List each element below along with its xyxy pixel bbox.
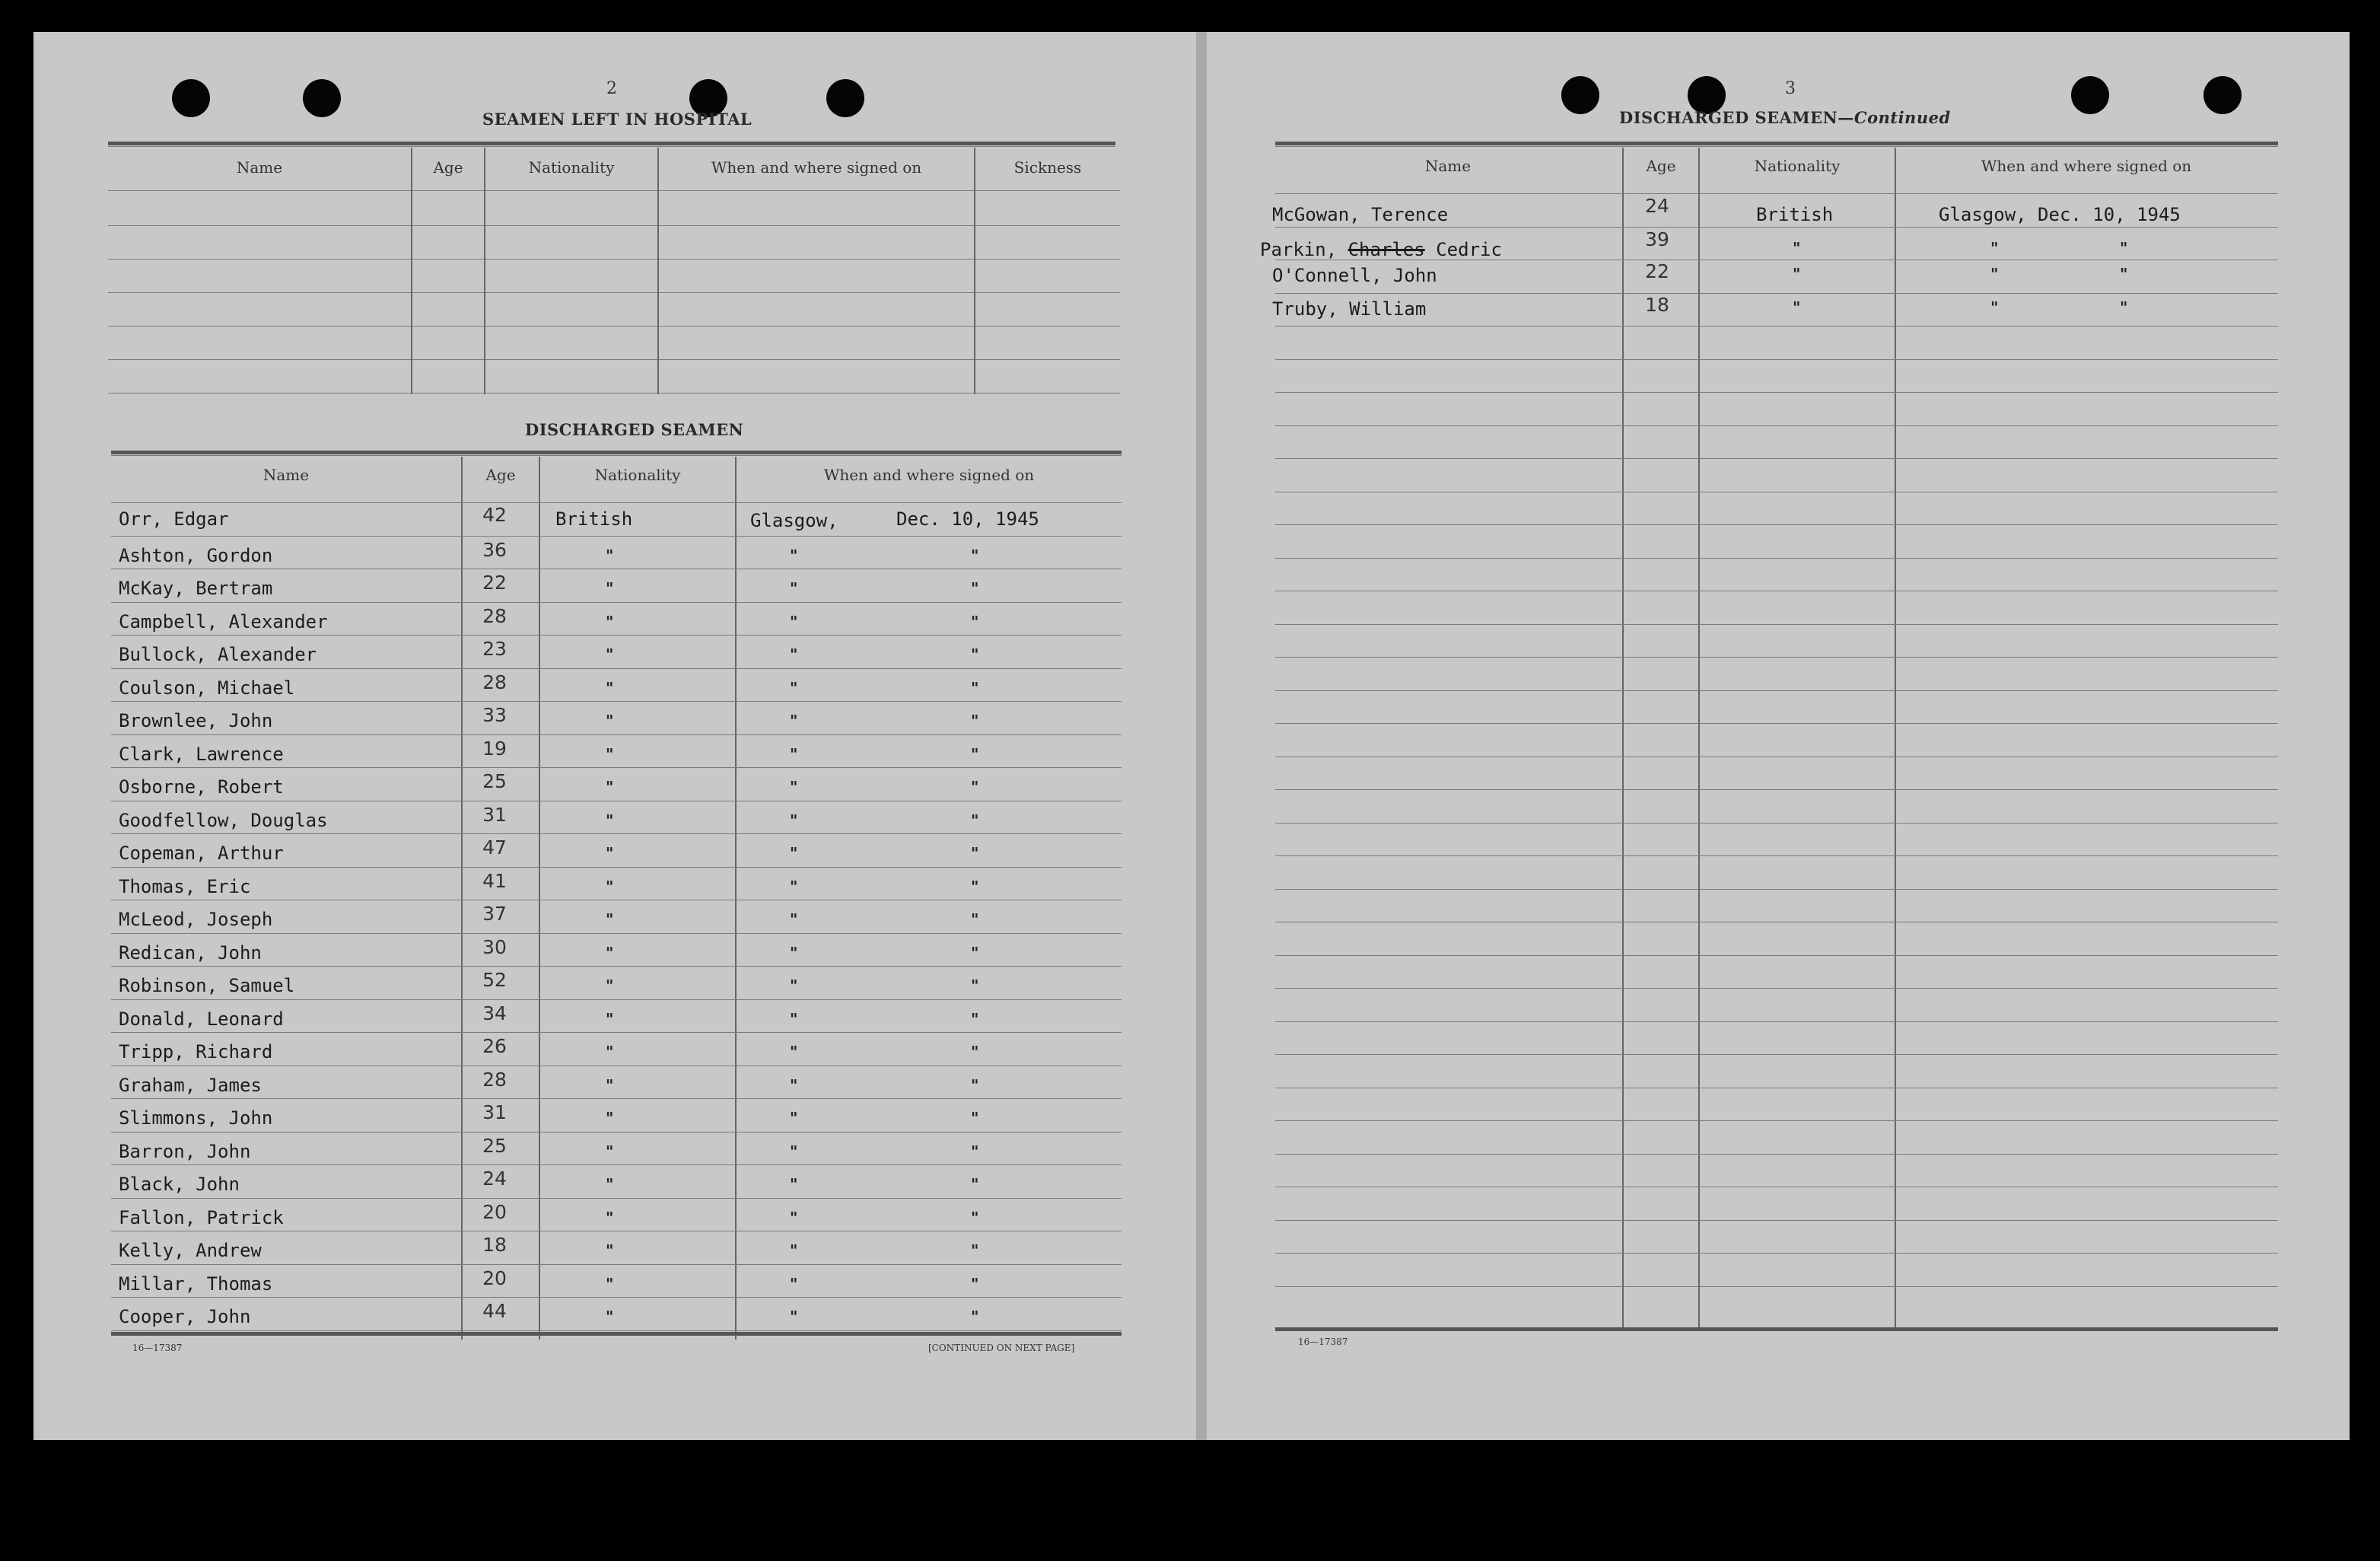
table-rule — [1275, 1054, 2278, 1055]
ditto-mark: " — [606, 579, 614, 597]
ditto-mark: " — [1990, 239, 1999, 257]
title-main: DISCHARGED SEAMEN — [1619, 108, 1838, 127]
table-rule — [111, 1132, 1122, 1133]
seaman-age: 33 — [482, 704, 507, 726]
page-fold — [1196, 32, 1207, 1440]
column-rule — [1895, 148, 1896, 1327]
ditto-mark: " — [606, 1175, 614, 1193]
seaman-age: 31 — [482, 804, 507, 826]
ditto-mark: " — [971, 976, 979, 995]
ditto-mark: " — [606, 1241, 614, 1260]
table-rule — [108, 259, 1120, 260]
column-header: Nationality — [1754, 157, 1841, 175]
ditto-mark: " — [606, 679, 614, 697]
table-rule — [1275, 823, 2278, 824]
table-rule — [1275, 690, 2278, 691]
seaman-age: 24 — [482, 1168, 507, 1190]
seaman-age: 20 — [482, 1267, 507, 1289]
column-rule — [411, 148, 412, 394]
ditto-mark: " — [1793, 265, 1801, 283]
ditto-mark: " — [606, 811, 614, 830]
seaman-age: 36 — [482, 539, 507, 561]
seaman-age: 42 — [482, 504, 507, 526]
ditto-mark: " — [606, 1275, 614, 1293]
table-rule — [111, 455, 1122, 456]
ditto-mark: " — [606, 645, 614, 664]
seaman-name: McLeod, Joseph — [119, 909, 273, 930]
ditto-mark: " — [971, 1175, 979, 1193]
seaman-name: Fallon, Patrick — [119, 1207, 284, 1228]
ditto-mark: " — [971, 613, 979, 631]
ditto-mark: " — [790, 976, 798, 995]
table-rule — [1275, 855, 2278, 856]
ditto-mark: " — [1990, 265, 1999, 283]
title-suffix: —Continued — [1838, 108, 1951, 127]
ditto-mark: " — [971, 910, 979, 929]
table-rule — [1275, 392, 2278, 393]
table-rule — [108, 142, 1115, 145]
table-rule — [111, 502, 1122, 503]
seaman-nationality: British — [555, 508, 633, 530]
ditto-mark: " — [790, 613, 798, 631]
seaman-name: Kelly, Andrew — [119, 1240, 262, 1261]
ditto-mark: " — [971, 745, 979, 763]
table-rule — [111, 451, 1122, 454]
ditto-mark: " — [606, 1308, 614, 1326]
column-header: When and where signed on — [711, 158, 922, 177]
seaman-age: 31 — [482, 1101, 507, 1123]
discharged-continued-title — [1619, 108, 1951, 127]
column-header: Nationality — [528, 158, 615, 177]
column-rule — [974, 148, 975, 394]
seaman-name: Truby, William — [1272, 298, 1427, 320]
table-rule — [1275, 524, 2278, 525]
column-header: Nationality — [594, 466, 681, 484]
table-rule — [1275, 1220, 2278, 1221]
ditto-mark: " — [606, 1109, 614, 1127]
table-rule — [1275, 657, 2278, 658]
ditto-mark: " — [606, 944, 614, 962]
seaman-name: Osborne, Robert — [119, 776, 284, 798]
ditto-mark: " — [790, 944, 798, 962]
column-header: Age — [433, 158, 463, 177]
ditto-mark: " — [971, 1275, 979, 1293]
seaman-name: Millar, Thomas — [119, 1273, 273, 1295]
seaman-name: Clark, Lawrence — [119, 744, 284, 765]
signed-on-place: Glasgow, — [750, 510, 838, 531]
seaman-age: 24 — [1645, 195, 1669, 217]
ditto-mark: " — [790, 1275, 798, 1293]
table-rule — [1275, 146, 2278, 147]
seaman-age: 18 — [482, 1234, 507, 1256]
table-rule — [1275, 1327, 2278, 1331]
seaman-age: 41 — [482, 870, 507, 892]
seaman-name: McGowan, Terence — [1272, 204, 1449, 225]
ditto-mark: " — [606, 1043, 614, 1061]
table-rule — [1275, 1154, 2278, 1155]
column-rule — [1698, 148, 1700, 1327]
page-number: 3 — [1785, 79, 1796, 98]
table-rule — [1275, 558, 2278, 559]
table-rule — [111, 833, 1122, 834]
punch-hole — [2071, 76, 2109, 114]
table-rule — [1275, 193, 2278, 194]
seaman-name: Barron, John — [119, 1141, 251, 1162]
ditto-mark: " — [790, 1308, 798, 1326]
table-rule — [111, 635, 1122, 636]
table-rule — [111, 933, 1122, 934]
column-rule — [1622, 148, 1624, 1327]
column-rule — [484, 148, 485, 394]
seaman-age: 30 — [482, 936, 507, 958]
ditto-mark: " — [606, 976, 614, 995]
ditto-mark: " — [790, 1076, 798, 1094]
form-number: 16—17387 — [1298, 1336, 1348, 1347]
table-rule — [111, 1032, 1122, 1033]
table-rule — [111, 1098, 1122, 1099]
ditto-mark: " — [606, 1142, 614, 1161]
seaman-age: 47 — [482, 836, 507, 859]
ditto-mark: " — [971, 645, 979, 664]
seaman-age: 44 — [482, 1300, 507, 1322]
table-rule — [111, 1264, 1122, 1265]
column-header: Age — [485, 466, 516, 484]
column-header: Name — [262, 466, 310, 484]
ditto-mark: " — [606, 546, 614, 565]
ditto-mark: " — [606, 778, 614, 796]
table-rule — [1275, 227, 2278, 228]
seaman-age: 34 — [482, 1002, 507, 1024]
left-page — [33, 32, 1204, 1440]
ditto-mark: " — [606, 745, 614, 763]
seaman-age: 22 — [1645, 260, 1669, 282]
punch-hole — [1561, 76, 1599, 114]
table-rule — [111, 999, 1122, 1000]
table-rule — [108, 146, 1115, 147]
ditto-mark: " — [1793, 239, 1801, 257]
ditto-mark: " — [606, 712, 614, 730]
ditto-mark: " — [606, 1010, 614, 1028]
table-rule — [111, 767, 1122, 768]
ditto-mark: " — [790, 811, 798, 830]
column-rule — [735, 457, 737, 1340]
continued-note: [CONTINUED ON NEXT PAGE] — [928, 1343, 1075, 1353]
ditto-mark: " — [790, 1043, 798, 1061]
ditto-mark: " — [971, 579, 979, 597]
ditto-mark: " — [971, 1142, 979, 1161]
hospital-title: SEAMEN LEFT IN HOSPITAL — [482, 110, 752, 129]
seaman-name: Graham, James — [119, 1075, 262, 1096]
table-rule — [108, 359, 1120, 360]
ditto-mark: " — [790, 778, 798, 796]
ditto-mark: " — [606, 1209, 614, 1227]
table-rule — [1275, 889, 2278, 890]
column-header: When and where signed on — [823, 466, 1035, 484]
table-rule — [111, 1330, 1122, 1331]
ditto-mark: " — [606, 878, 614, 896]
column-rule — [539, 457, 540, 1340]
seaman-name: Robinson, Samuel — [119, 975, 295, 996]
form-number: 16—17387 — [132, 1343, 183, 1353]
ditto-mark: " — [790, 844, 798, 862]
ditto-mark: " — [606, 910, 614, 929]
table-rule — [111, 1332, 1122, 1336]
table-rule — [1275, 723, 2278, 724]
ditto-mark: " — [971, 944, 979, 962]
seaman-name: McKay, Bertram — [119, 578, 273, 599]
column-rule — [461, 457, 463, 1340]
table-rule — [111, 602, 1122, 603]
seaman-age: 37 — [482, 903, 507, 925]
ditto-mark: " — [971, 1076, 979, 1094]
table-rule — [1275, 326, 2278, 327]
ditto-mark: " — [790, 712, 798, 730]
table-rule — [108, 326, 1120, 327]
ditto-mark: " — [971, 1109, 979, 1127]
punch-hole — [303, 79, 341, 117]
punch-hole — [826, 79, 864, 117]
ditto-mark: " — [971, 844, 979, 862]
ditto-mark: " — [971, 1241, 979, 1260]
ditto-mark: " — [2120, 298, 2128, 317]
table-rule — [111, 1164, 1122, 1165]
column-header: When and where signed on — [1981, 157, 2192, 175]
ditto-mark: " — [790, 679, 798, 697]
table-rule — [111, 734, 1122, 735]
seaman-name: Black, John — [119, 1174, 240, 1195]
seaman-age: 18 — [1645, 294, 1669, 316]
page-number: 2 — [606, 79, 617, 98]
column-rule — [657, 148, 659, 394]
column-header: Name — [1424, 157, 1472, 175]
table-rule — [1275, 359, 2278, 360]
punch-hole — [2203, 76, 2242, 114]
ditto-mark: " — [1990, 298, 1999, 317]
punch-hole — [172, 79, 210, 117]
table-rule — [1275, 1021, 2278, 1022]
struck-out-name: Charles — [1348, 239, 1425, 260]
seaman-name — [1260, 239, 1502, 260]
seaman-name: Cooper, John — [119, 1306, 251, 1327]
seaman-name: Ashton, Gordon — [119, 545, 273, 566]
table-rule — [1275, 293, 2278, 294]
signed-on-date: Dec. 10, 1945 — [896, 508, 1039, 530]
ditto-mark: " — [971, 679, 979, 697]
ditto-mark: " — [790, 878, 798, 896]
ditto-mark: " — [971, 878, 979, 896]
table-rule — [1275, 1253, 2278, 1254]
ditto-mark: " — [790, 1142, 798, 1161]
ditto-mark: " — [606, 844, 614, 862]
table-rule — [108, 225, 1120, 226]
seaman-name: Campbell, Alexander — [119, 611, 328, 632]
ditto-mark: " — [2120, 239, 2128, 257]
ditto-mark: " — [606, 613, 614, 631]
table-rule — [1275, 988, 2278, 989]
table-rule — [1275, 955, 2278, 956]
seaman-name: Slimmons, John — [119, 1107, 273, 1129]
column-header: Sickness — [1013, 158, 1082, 177]
ditto-mark: " — [790, 745, 798, 763]
table-rule — [1275, 789, 2278, 790]
table-rule — [111, 1198, 1122, 1199]
seaman-name: Bullock, Alexander — [119, 644, 317, 665]
ditto-mark: " — [790, 910, 798, 929]
table-rule — [1275, 624, 2278, 625]
ditto-mark: " — [790, 1241, 798, 1260]
column-header: Age — [1646, 157, 1676, 175]
seaman-age: 25 — [482, 1135, 507, 1157]
table-rule — [1275, 142, 2278, 145]
seaman-name: Copeman, Arthur — [119, 843, 284, 864]
ditto-mark: " — [790, 645, 798, 664]
table-rule — [1275, 458, 2278, 459]
ditto-mark: " — [971, 1043, 979, 1061]
table-rule — [108, 292, 1120, 293]
seaman-name: Coulson, Michael — [119, 677, 295, 699]
ditto-mark: " — [971, 546, 979, 565]
seaman-age: 39 — [1645, 228, 1669, 250]
seaman-age: 20 — [482, 1201, 507, 1223]
ditto-mark: " — [971, 811, 979, 830]
seaman-name: Thomas, Eric — [119, 876, 251, 897]
table-rule — [111, 701, 1122, 702]
seaman-name: Donald, Leonard — [119, 1008, 284, 1030]
seaman-age: 22 — [482, 572, 507, 594]
seaman-name: Brownlee, John — [119, 710, 273, 731]
ditto-mark: " — [790, 546, 798, 565]
seaman-age: 25 — [482, 770, 507, 792]
table-rule — [108, 190, 1120, 191]
table-rule — [1275, 1286, 2278, 1287]
table-rule — [111, 966, 1122, 967]
ditto-mark: " — [2120, 265, 2128, 283]
seaman-age: 26 — [482, 1035, 507, 1057]
seaman-age: 28 — [482, 671, 507, 693]
seaman-age: 52 — [482, 969, 507, 991]
seaman-name: Tripp, Richard — [119, 1041, 273, 1062]
table-rule — [111, 867, 1122, 868]
seaman-age: 23 — [482, 638, 507, 660]
ditto-mark: " — [790, 579, 798, 597]
ditto-mark: " — [1793, 298, 1801, 317]
table-rule — [111, 1297, 1122, 1298]
seaman-name: Orr, Edgar — [119, 508, 229, 530]
table-rule — [1275, 1120, 2278, 1121]
seaman-name: Goodfellow, Douglas — [119, 810, 328, 831]
surname: Parkin, — [1260, 239, 1338, 260]
signed-on: Glasgow, Dec. 10, 1945 — [1939, 204, 2181, 225]
column-header: Name — [236, 158, 283, 177]
seaman-name: O'Connell, John — [1272, 265, 1437, 286]
ditto-mark: " — [971, 712, 979, 730]
ditto-mark: " — [790, 1175, 798, 1193]
ditto-mark: " — [790, 1010, 798, 1028]
table-rule — [111, 668, 1122, 669]
ditto-mark: " — [971, 778, 979, 796]
seaman-age: 28 — [482, 1069, 507, 1091]
ditto-mark: " — [971, 1010, 979, 1028]
seaman-nationality: British — [1756, 204, 1834, 225]
given-name: Cedric — [1436, 239, 1502, 260]
seaman-age: 19 — [482, 737, 507, 760]
table-rule — [111, 536, 1122, 537]
table-rule — [1275, 425, 2278, 426]
ditto-mark: " — [790, 1109, 798, 1127]
seaman-age: 28 — [482, 605, 507, 627]
ditto-mark: " — [790, 1209, 798, 1227]
ditto-mark: " — [606, 1076, 614, 1094]
ditto-mark: " — [971, 1209, 979, 1227]
seaman-name: Redican, John — [119, 942, 262, 964]
ditto-mark: " — [971, 1308, 979, 1326]
discharged-title: DISCHARGED SEAMEN — [525, 420, 744, 439]
